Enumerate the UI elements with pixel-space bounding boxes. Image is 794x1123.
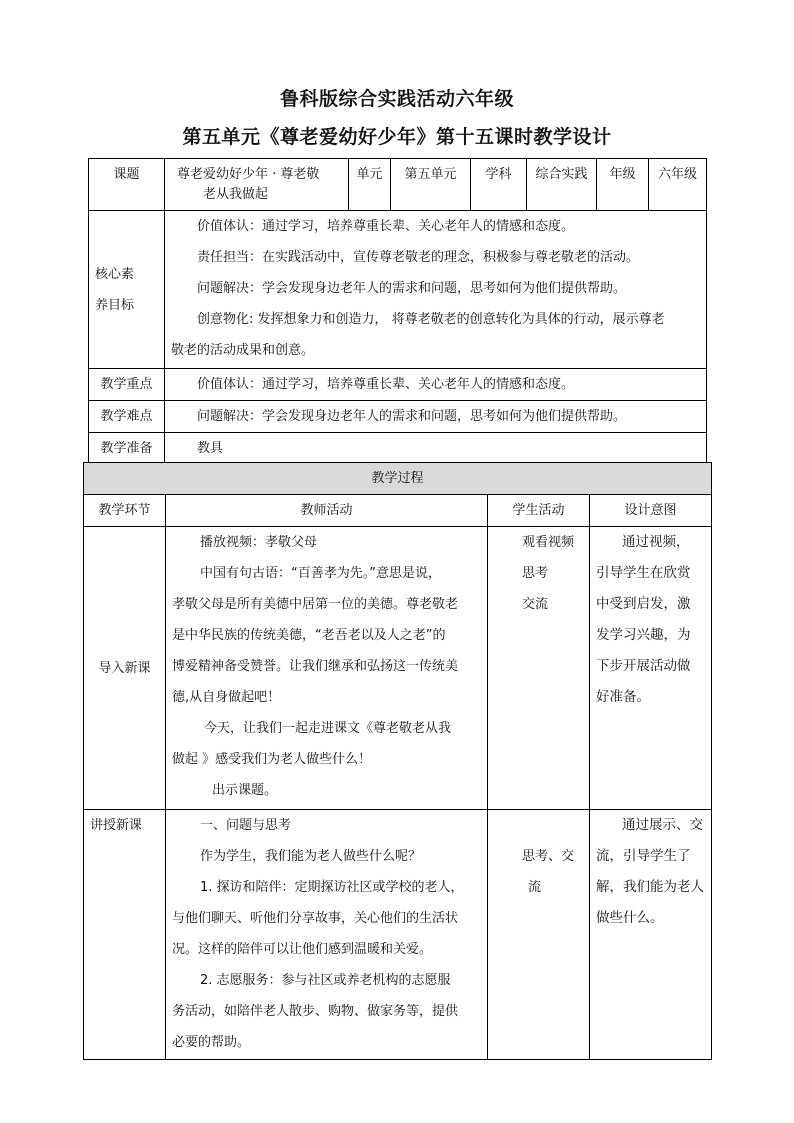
core-goals [165, 211, 707, 369]
intro-student-activity: 观看视频 思考 交流 [488, 527, 590, 810]
course-label: 课题 [89, 159, 165, 211]
column-header: 学生活动 [488, 495, 590, 527]
core-goal-item: 问题解决：学会发现身边老年人的需求和问题，思考如何为他们提供帮助。 [197, 281, 627, 296]
difficulty-value: 问题解决：学会发现身边老年人的需求和问题，思考如何为他们提供帮助。 [165, 401, 707, 433]
core-label: 核心素 养目标 [89, 211, 165, 369]
grade-value: 六年级 [649, 159, 707, 211]
preparation-label: 教学准备 [89, 433, 165, 465]
intro-design-intent: 通过视频， 引导学生在欣赏 中受到启发，激 发学习兴趣，为 下步开展活动做 好准备。 [590, 527, 712, 810]
core-goal-item: 创意物化: 发挥想象力和创造力， 将尊老敬老的创意转化为具体的行动，展示尊老 [197, 312, 665, 327]
stage-intro: 导入新课 [84, 527, 166, 810]
subject-value: 综合实践 [527, 159, 597, 211]
document-subtitle: 第五单元《尊老爱幼好少年》第十五课时教学设计 [182, 126, 612, 148]
grade-label: 年级 [597, 159, 649, 211]
core-goal-item: 责任担当：在实践活动中，宣传尊老敬老的理念，积极参与尊老敬老的活动。 [197, 250, 640, 265]
course-value: 尊老爱幼好少年 · 尊老敬 老从我做起 [165, 159, 349, 211]
core-goal-item: 敬老的活动成果和创意。 [171, 343, 315, 358]
new-teacher-activity: 一、问题与思考 作为学生，我们能为老人做些什么呢？ 1. 探访和陪伴：定期探访社区或学校的老人， 与他们聊天、听他们分享故事，关心他们的生活状 况。这样的陪伴可以让他们感到温暖和关爱。 2. 志愿服务：参与社区或养老机构的志愿服 务活动，如陪伴老人散步、购物、做家务等，提供 必要的帮助。 [166, 810, 488, 1060]
lesson-info-table [88, 158, 707, 465]
document-title: 鲁科版综合实践活动六年级 [279, 88, 514, 110]
subject-label: 学科 [471, 159, 527, 211]
column-header: 设计意图 [590, 495, 712, 527]
difficulty-label: 教学难点 [89, 401, 165, 433]
core-goal-item: 价值体认：通过学习，培养尊重长辈、关心老年人的情感和态度。 [197, 219, 575, 234]
unit-value: 第五单元 [391, 159, 471, 211]
stage-new: 讲授新课 [84, 810, 166, 1060]
new-student-activity: 思考、交 流 [488, 810, 590, 1060]
unit-label: 单元 [349, 159, 391, 211]
new-design-intent: 通过展示、交 流，引导学生了 解，我们能为老人 做些什么。 [590, 810, 712, 1060]
process-header: 教学过程 [84, 463, 712, 495]
key-point-value: 价值体认：通过学习，培养尊重长辈、关心老年人的情感和态度。 [165, 369, 707, 401]
column-header: 教学环节 [84, 495, 166, 527]
key-point-label: 教学重点 [89, 369, 165, 401]
preparation-value: 教具 [165, 433, 707, 465]
teaching-process-table [83, 462, 712, 1060]
intro-teacher-activity: 播放视频：孝敬父母 中国有句古语：“百善孝为先。”意思是说， 孝敬父母是所有美德中居第一位的美德。尊老敬老 是中华民族的传统美德，“老吾老以及人之老”的 博爱精神备受赞誉。让我们继承和弘扬这一传统美 德,从自身做起吧！ 今天，让我们一起走进课文《尊老敬老从我 做起 》感受我们为老人做些什么！ 出示课题。 [166, 527, 488, 810]
column-header: 教师活动 [166, 495, 488, 527]
